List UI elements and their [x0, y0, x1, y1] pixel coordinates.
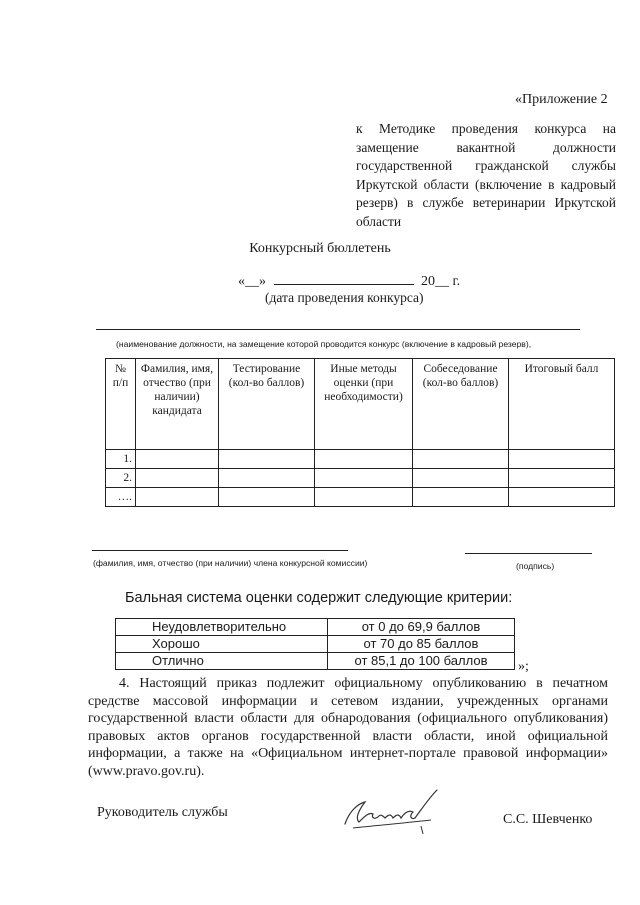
table-row [106, 488, 615, 507]
table-cell [219, 450, 315, 469]
signature-caption: (подпись) [516, 561, 555, 571]
date-caption: (дата проведения конкурса) [265, 290, 424, 305]
table-cell [136, 469, 219, 488]
header-full-name: Фамилия, имя, отчество (при наличии) кандидата [136, 359, 219, 450]
table-row [116, 636, 515, 653]
criteria-closing-quote: »; [518, 659, 529, 674]
appendix-title: «Приложение 2 [515, 92, 608, 107]
header-other-methods: Иные методы оценки (при необходимости) [315, 359, 413, 450]
signature-line [465, 553, 592, 554]
table-cell [136, 450, 219, 469]
date-line [238, 272, 460, 290]
table-cell [315, 488, 413, 507]
table-row [116, 619, 515, 636]
position-caption: (наименование должности, на замещение которой проводится конкурс (включение в кадровый резерв), [116, 339, 532, 349]
appendix-text: к Методике проведения конкурса на замещение вакантной должности государственной гражданской службы Иркутской области (включение в кадровый резерв) в службе ветеринарии Иркутской области [356, 121, 616, 229]
table-cell [509, 450, 615, 469]
scoring-intro: Бальная система оценки содержит следующие критерии: [125, 590, 513, 606]
header-total-score: Итоговый балл [509, 359, 615, 450]
criteria-table [115, 618, 515, 670]
signatory-name: С.С. Шевченко [503, 812, 593, 827]
criteria-score: от 70 до 85 баллов [328, 636, 515, 653]
row-number: …. [106, 488, 136, 507]
table-cell [219, 469, 315, 488]
criteria-label: Хорошо [116, 636, 328, 653]
commission-member-line [92, 550, 348, 551]
criteria-label: Отлично [116, 653, 328, 670]
table-row [116, 653, 515, 670]
table-row [106, 450, 615, 469]
row-number: 2. [106, 469, 136, 488]
table-cell [413, 450, 509, 469]
bulletin-title: Конкурсный бюллетень [249, 241, 391, 256]
criteria-label: Неудовлетворительно [116, 619, 328, 636]
table-cell [315, 469, 413, 488]
date-suffix: 20__ г. [421, 274, 461, 289]
position-line [96, 329, 580, 330]
commission-caption: (фамилия, имя, отчество (при наличии) члена конкурсной комиссии) [93, 558, 368, 568]
signatory-title: Руководитель службы [97, 805, 228, 820]
date-blank [274, 272, 414, 285]
table-cell [413, 488, 509, 507]
header-number: № п/п [106, 359, 136, 450]
publication-paragraph: 4. Настоящий приказ подлежит официальному опубликованию в печатном средстве массовой информации и сетевом издании, учрежденных органами государственной власти области для обнародования (официального опубликования) правовых актов органов государственной власти области, иной официальной информации, а также на «Официальном интернет-портале правовой информации» (www.pravo.gov.ru). [88, 676, 608, 779]
table-cell [413, 469, 509, 488]
header-interview: Собеседование (кол-во баллов) [413, 359, 509, 450]
table-cell [219, 488, 315, 507]
handwritten-signature [335, 782, 445, 838]
date-prefix: «__» [238, 274, 266, 289]
table-header-row [106, 359, 615, 450]
criteria-score: от 0 до 69,9 баллов [328, 619, 515, 636]
table-cell [315, 450, 413, 469]
header-testing: Тестирование (кол-во баллов) [219, 359, 315, 450]
table-row [106, 469, 615, 488]
candidates-table [105, 358, 615, 507]
table-cell [136, 488, 219, 507]
table-cell [509, 469, 615, 488]
table-cell [509, 488, 615, 507]
criteria-score: от 85,1 до 100 баллов [328, 653, 515, 670]
row-number: 1. [106, 450, 136, 469]
